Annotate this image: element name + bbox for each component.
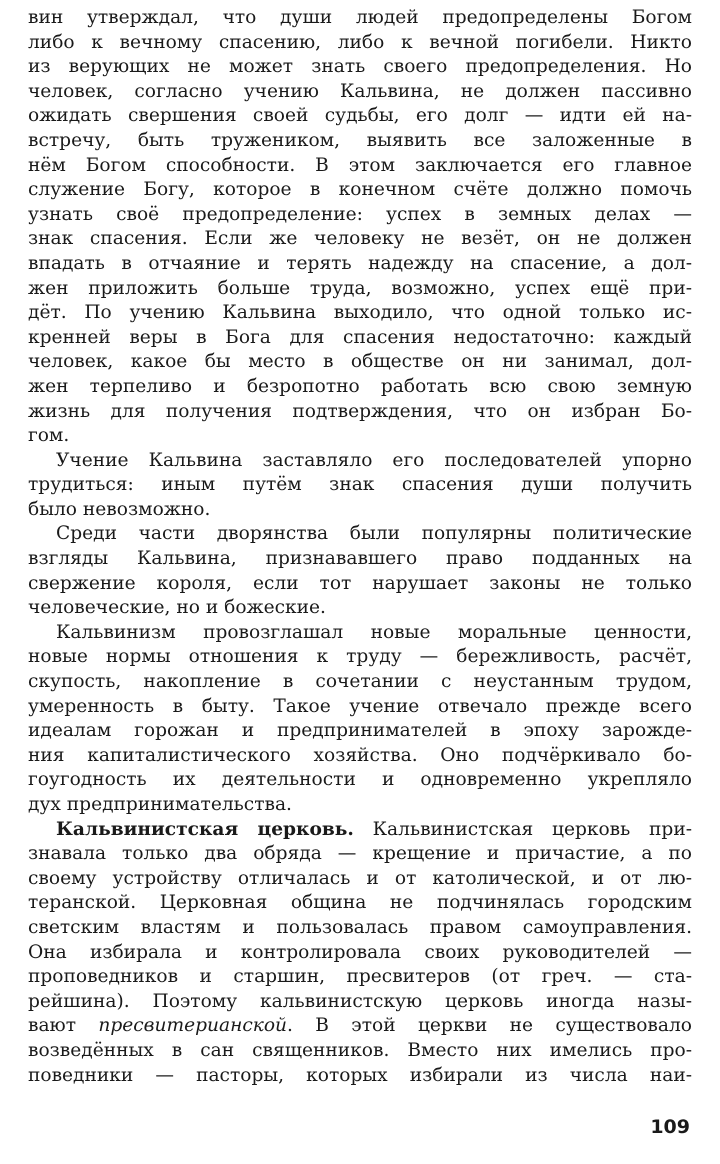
italic-term: пресвитерианской [98,1015,288,1037]
text-line: своему устройству отличалась и от католической, и от лю- [28,867,692,889]
text-line: идеалам горожан и предпринимателей в эпоху зарожде- [28,720,692,742]
text-line: поведники — пасторы, которых избирали из числа наи- [28,1064,692,1086]
text-line: впадать в отчаяние и терять надежду на спасение, а дол- [28,252,692,274]
text-fragment: . В этой церкви не существовало [287,1015,692,1037]
text-line: гоугодность их деятельности и одновременно укрепляло [28,769,692,791]
text-line: жен терпеливо и безропотно работать всю свою земную [28,375,692,397]
text-line: человек, согласно учению Кальвина, не должен пассивно [28,80,692,102]
text-line [28,818,692,843]
text-line: свержение короля, если тот нарушает законы не только [28,572,692,594]
text-line: умеренность в быту. Такое учение отвечало прежде всего [28,695,692,717]
text-line: человек, какое бы место в обществе он ни занимал, дол- [28,351,692,373]
text-line: было невозможно. [28,498,211,520]
paragraph-moral-values [28,621,692,818]
text-line: трудиться: иным путём знак спасения души получить [28,474,692,496]
text-line: возведённых в сан священников. Вместо них имелись про- [28,1039,692,1061]
text-line: знавала только два обряда — крещение и причастие, а по [28,843,692,865]
text-line: из верующих не может знать своего предопределения. Но [28,56,692,78]
text-line [28,1014,692,1039]
text-line: знак спасения. Если же человеку не везёт, он не должен [28,228,692,250]
text-line: либо к вечному спасению, либо к вечной погибели. Никто [28,31,692,53]
text-line: новые нормы отношения к труду — бережливость, расчёт, [28,646,692,668]
text-line: дух предпринимательства. [28,794,292,815]
text-line: жен приложить больше труда, возможно, успех ещё при- [28,277,692,299]
text-line: гом. [28,425,70,447]
page-number: 109 [650,1116,690,1138]
text-line: жизнь для получения подтверждения, что он избран Бо- [28,400,692,422]
text-line: узнать своё предопределение: успех в земных делах — [28,203,692,225]
text-line: служение Богу, которое в конечном счёте должно помочь [28,179,692,201]
paragraph-nobility-politics [28,522,692,620]
text-fragment: Кальвинистская церковь при- [353,818,692,840]
text-line: рейшина). Поэтому кальвинистскую церковь иногда назы- [28,990,692,1012]
text-line: взгляды Кальвина, признававшего право подданных на [28,548,692,570]
text-fragment: вают [28,1015,99,1037]
text-line: встречу, быть тружеником, выявить все заложенные в [28,129,692,151]
text-line: человеческие, но и божеские. [28,597,326,619]
text-line: Среди части дворянства были популярны политические [56,523,692,545]
text-line: проповедников и старшин, пресвитеров (от греч. — ста- [28,966,692,988]
text-line: ожидать свершения своей судьбы, его долг — идти ей на- [28,105,692,127]
text-line: кренней веры в Бога для спасения недостаточно: каждый [28,326,692,348]
text-line: теранской. Церковная община не подчинялась городским [28,892,692,914]
book-page-text [28,6,692,1088]
text-line: светским властям и пользовалась правом самоуправления. [28,916,692,938]
text-line: ния капиталистического хозяйства. Оно подчёркивало бо- [28,744,692,766]
section-heading: Кальвинистская церковь. [56,818,354,840]
paragraph-calvinist-church [28,818,692,1089]
text-line: дёт. По учению Кальвина выходило, что одной только ис- [28,302,692,324]
text-line: Она избирала и контролировала своих руководителей — [28,941,692,963]
text-line: вин утверждал, что души людей предопределены Богом [28,7,692,28]
text-line: скупость, накопление в сочетании с неустанным трудом, [28,671,692,693]
text-line: Учение Кальвина заставляло его последователей упорно [56,449,692,471]
text-line: Кальвинизм провозглашал новые моральные ценности, [56,621,692,643]
text-line: нём Богом способности. В этом заключается его главное [28,154,692,176]
paragraph-predestination [28,6,692,449]
paragraph-calvin-labour [28,449,692,523]
